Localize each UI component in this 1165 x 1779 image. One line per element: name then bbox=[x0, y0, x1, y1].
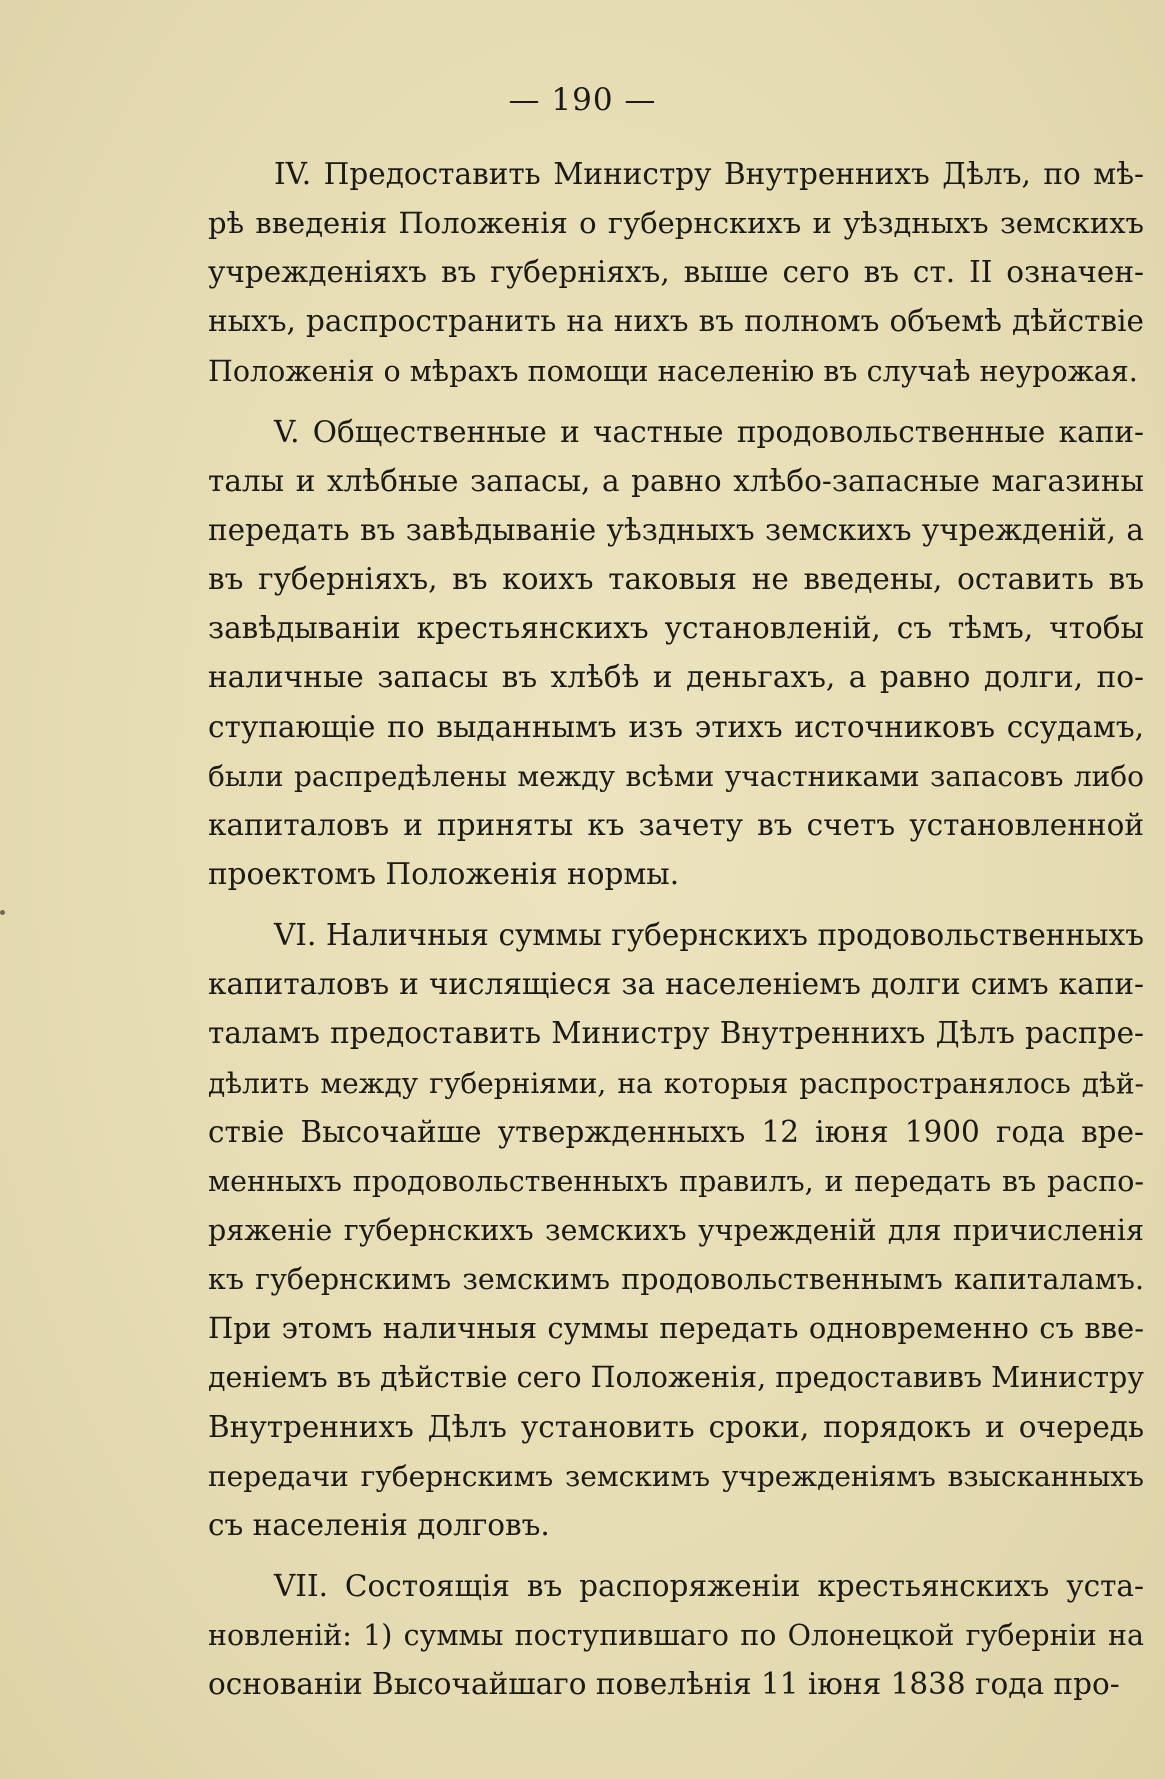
text-line: наличные запасы въ хлѣбѣ и деньгахъ, а равно долги, по- bbox=[208, 660, 1144, 695]
text-line: проектомъ Положенія нормы. bbox=[208, 856, 680, 891]
paragraph bbox=[208, 150, 1144, 396]
text-line: ныхъ, распространить на нихъ въ полномъ объемѣ дѣйствіе bbox=[208, 304, 1144, 339]
text-line: VI. Наличныя суммы губернскихъ продовольственныхъ bbox=[274, 918, 1144, 953]
text-line: дѣлить между губерніями, на которыя распространялось дѣй- bbox=[208, 1066, 1144, 1100]
text-line: новленій: 1) суммы поступившаго по Олонецкой губерніи на bbox=[208, 1619, 1144, 1653]
paper-spot bbox=[0, 910, 5, 915]
paragraph bbox=[208, 1562, 1144, 1709]
paragraph-gap bbox=[208, 396, 1144, 408]
text-line: ряженіе губернскихъ земскихъ учрежденій для причисленія bbox=[208, 1213, 1144, 1247]
body-text bbox=[208, 150, 1144, 1709]
text-line: капиталовъ и приняты къ зачету въ счетъ установленной bbox=[208, 807, 1144, 842]
text-line: деніемъ въ дѣйствіе сего Положенія, предоставивъ Министру bbox=[208, 1361, 1144, 1395]
text-line: капиталовъ и числящіеся за населеніемъ долги симъ капи- bbox=[208, 967, 1144, 1002]
text-line: основаніи Высочайшаго повелѣнія 11 іюня 1838 года про- bbox=[208, 1667, 1120, 1702]
text-line: были распредѣлены между всѣми участниками запасовъ либо bbox=[208, 759, 1144, 793]
text-line: къ губернскимъ земскимъ продовольственнымъ капиталамъ. bbox=[208, 1263, 1144, 1297]
text-line: завѣдываніи крестьянскихъ установленій, съ тѣмъ, чтобы bbox=[208, 611, 1144, 646]
text-line: IV. Предоставить Министру Внутреннихъ Дѣлъ, по мѣ- bbox=[274, 157, 1144, 191]
text-line: VII. Состоящія въ распоряженіи крестьянскихъ уста- bbox=[274, 1568, 1144, 1603]
text-line: передачи губернскимъ земскимъ учрежденіямъ взысканныхъ bbox=[208, 1459, 1144, 1493]
text-line: передать въ завѣдываніе уѣздныхъ земскихъ учрежденій, а bbox=[208, 512, 1144, 547]
text-line: рѣ введенія Положенія о губернскихъ и уѣздныхъ земскихъ bbox=[208, 206, 1144, 241]
text-line: При этомъ наличныя суммы передать одновременно съ вве- bbox=[208, 1311, 1144, 1346]
text-line: талы и хлѣбные запасы, а равно хлѣбо-запасные магазины bbox=[208, 463, 1144, 498]
text-line: учрежденіяхъ въ губерніяхъ, выше сего въ ст. II означен- bbox=[208, 255, 1144, 290]
text-line: ствіе Высочайше утвержденныхъ 12 іюня 1900 года вре- bbox=[208, 1114, 1144, 1149]
text-line: V. Общественные и частные продовольственные капи- bbox=[274, 414, 1144, 449]
paragraph-gap bbox=[208, 1550, 1144, 1562]
paragraph bbox=[208, 408, 1144, 899]
text-line: таламъ предоставить Министру Внутреннихъ Дѣлъ распре- bbox=[208, 1016, 1144, 1051]
text-line: въ губерніяхъ, въ коихъ таковыя не введены, оставить въ bbox=[208, 562, 1144, 597]
text-line: съ населенія долговъ. bbox=[208, 1507, 550, 1542]
paragraph-gap bbox=[208, 899, 1144, 911]
text-line: Внутреннихъ Дѣлъ установить сроки, порядокъ и очередь bbox=[208, 1409, 1144, 1444]
text-line: Положенія о мѣрахъ помощи населенію въ случаѣ неурожая. bbox=[208, 354, 1138, 388]
paragraph bbox=[208, 911, 1144, 1550]
text-line: ступающіе по выданнымъ изъ этихъ источниковъ ссудамъ, bbox=[208, 709, 1144, 744]
text-line: менныхъ продовольственныхъ правилъ, и передать въ распо- bbox=[208, 1164, 1144, 1198]
page-number: — 190 — bbox=[508, 82, 657, 118]
